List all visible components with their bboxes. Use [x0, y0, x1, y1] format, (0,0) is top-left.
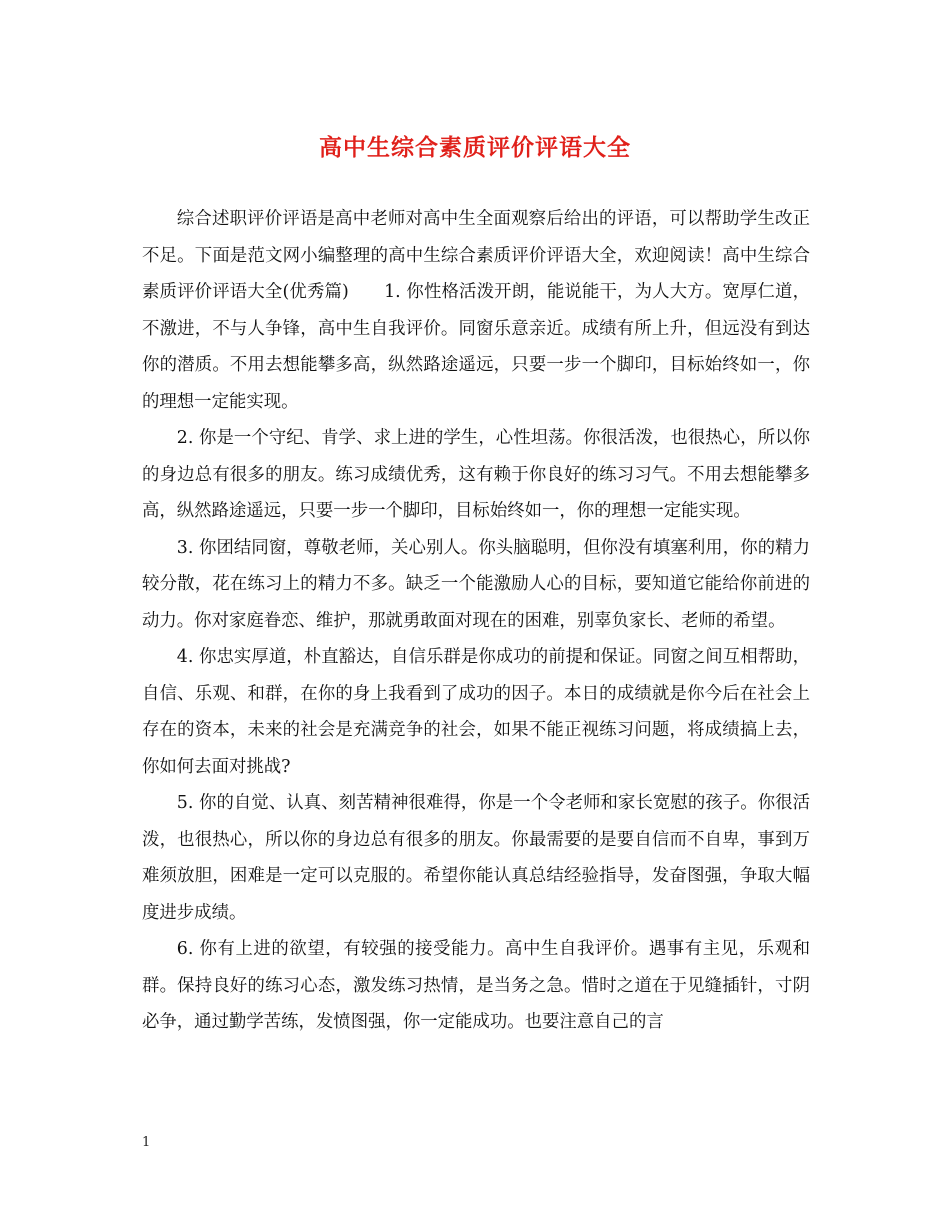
page-number: 1: [142, 1135, 151, 1150]
paragraph-item-6: 6. 你有上进的欲望，有较强的接受能力。高中生自我评价。遇事有主见，乐观和群。保持良好的练习心态，激发练习热情，是当务之急。惜时之道在于见缝插针，寸阴必争，通过勤学苦练，发愤图强，你一定能成功。也要注意自己的言: [142, 939, 810, 1032]
paragraph-item-3: 3. 你团结同窗，尊敬老师，关心别人。你头脑聪明，但你没有填塞利用，你的精力较分散，花在练习上的精力不多。缺乏一个能激励人心的目标，要知道它能给你前进的动力。你对家庭眷恋、维护，那就勇敢面对现在的困难，别辜负家长、老师的希望。: [142, 537, 810, 631]
paragraph-intro: 综合述职评价评语是高中老师对高中生全面观察后给出的评语，可以帮助学生改正不足。下面是范文网小编整理的高中生综合素质评价评语大全，欢迎阅读！高中生综合素质评价评语大全(优秀篇) 1. 你性格活泼开朗，能说能干，为人大方。宽厚仁道，不激进，不与人争锋，高中生自我评价。同窗乐意亲近。成绩有所上升，但远没有到达你的潜质。不用去想能攀多高，纵然路途遥远，只要一步一个脚印，目标始终如一，你的理想一定能实现。: [142, 209, 810, 412]
document-title: 高中生综合素质评价评语大全: [319, 134, 631, 161]
paragraph-item-2: 2. 你是一个守纪、肯学、求上进的学生，心性坦荡。你很活泼，也很热心，所以你的身边总有很多的朋友。练习成绩优秀，这有赖于你良好的练习习气。不用去想能攀多高，纵然路途遥远，只要一步一个脚印，目标始终如一，你的理想一定能实现。: [142, 428, 810, 521]
document-body: [142, 201, 810, 1041]
paragraph-item-4: 4. 你忠实厚道，朴直豁达，自信乐群是你成功的前提和保证。同窗之间互相帮助，自信、乐观、和群，在你的身上我看到了成功的因子。本日的成绩就是你今后在社会上存在的资本，未来的社会是充满竞争的社会，如果不能正视练习问题，将成绩搞上去，你如何去面对挑战?: [142, 647, 810, 777]
paragraph-item-5: 5. 你的自觉、认真、刻苦精神很难得，你是一个令老师和家长宽慰的孩子。你很活泼，也很热心，所以你的身边总有很多的朋友。你最需要的是要自信而不自卑，事到万难须放胆，困难是一定可以克服的。希望你能认真总结经验指导，发奋图强，争取大幅度进步成绩。: [142, 793, 810, 923]
